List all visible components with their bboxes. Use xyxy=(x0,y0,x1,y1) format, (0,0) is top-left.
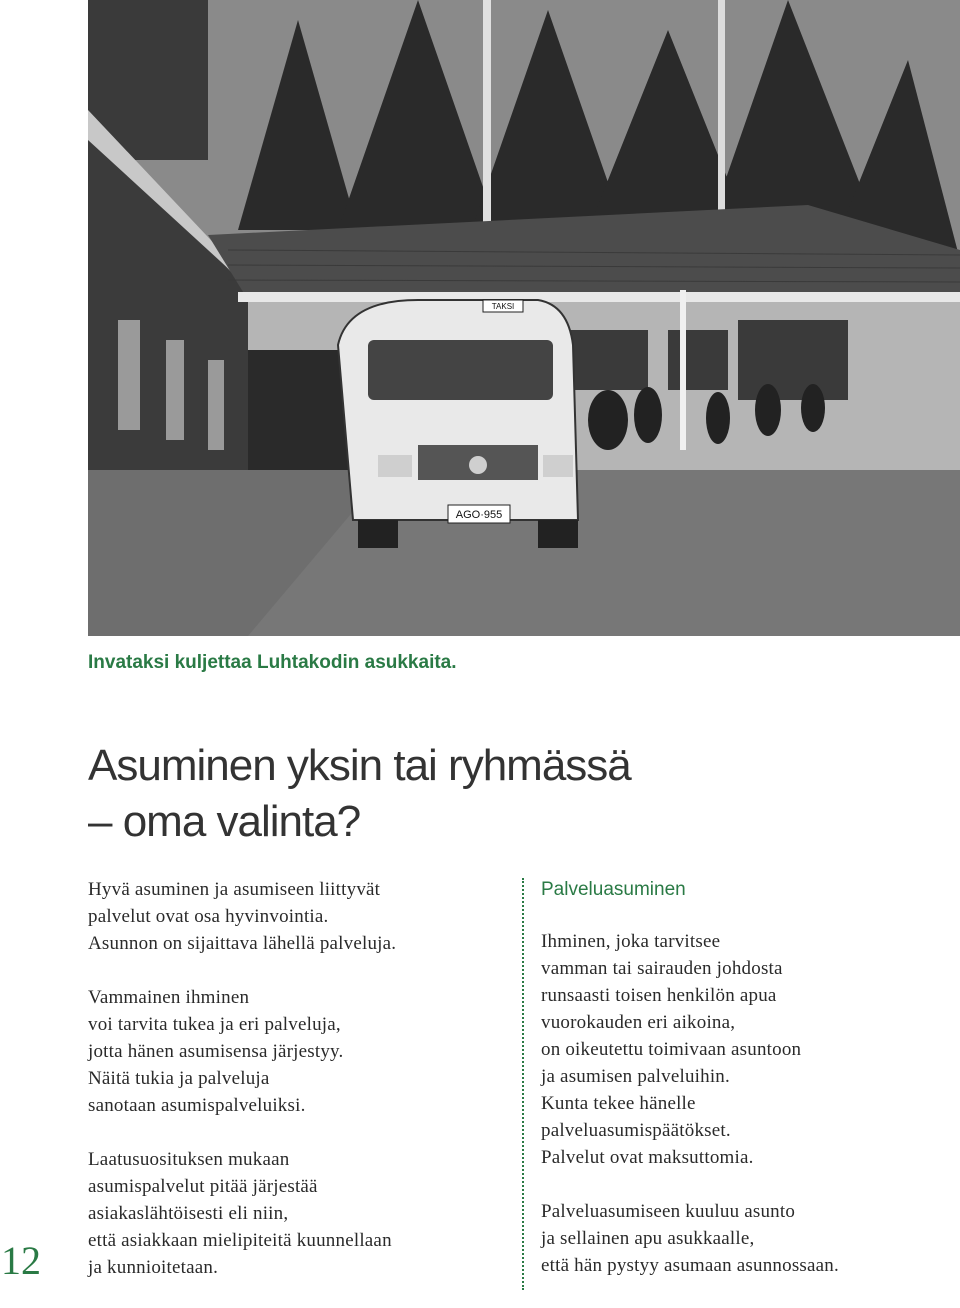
van xyxy=(338,300,578,548)
page-title-line: Asuminen yksin tai ryhmässä xyxy=(88,741,631,790)
text-line: Laatusuosituksen mukaan xyxy=(88,1149,290,1170)
left-column xyxy=(88,876,508,1308)
text-line: ja sellainen apu asukkaalle, xyxy=(541,1228,755,1249)
text-line: jotta hänen asumisensa järjestyy. xyxy=(88,1041,344,1062)
text-line: Ihminen, joka tarvitsee xyxy=(541,931,721,952)
text-line: Palveluasumiseen kuuluu asunto xyxy=(541,1201,796,1222)
text-line: Näitä tukia ja palveluja xyxy=(88,1068,270,1089)
text-line: että asiakkaan mielipiteitä kuunnellaan xyxy=(88,1230,392,1251)
page-title xyxy=(88,738,631,850)
text-line: Asunnon on sijaittava lähellä palveluja. xyxy=(88,933,397,954)
page-title-line: – oma valinta? xyxy=(88,797,361,846)
text-line: Kunta tekee hänelle xyxy=(541,1093,696,1114)
section-heading: Palveluasuminen xyxy=(541,879,686,900)
text-line: Palvelut ovat maksuttomia. xyxy=(541,1147,754,1168)
text-line: ja asumisen palveluihin. xyxy=(541,1066,730,1087)
photo-illustration xyxy=(88,0,960,636)
text-line: vuorokauden eri aikoina, xyxy=(541,1012,736,1033)
text-line: että hän pystyy asumaan asunnossaan. xyxy=(541,1255,839,1276)
text-line: asiakaslähtöisesti eli niin, xyxy=(88,1203,289,1224)
paragraph xyxy=(88,876,508,957)
text-line: on oikeutettu toimivaan asuntoon xyxy=(541,1039,802,1060)
taxi-photo xyxy=(88,0,960,636)
page-number: 12 xyxy=(1,1238,41,1283)
paragraph xyxy=(541,1198,960,1279)
text-line: Vammainen ihminen xyxy=(88,987,250,1008)
text-line: palvelut ovat osa hyvinvointia. xyxy=(88,906,329,927)
text-line: sanotaan asumispalveluiksi. xyxy=(88,1095,306,1116)
text-line: voi tarvita tukea ja eri palveluja, xyxy=(88,1014,341,1035)
text-line: runsaasti toisen henkilön apua xyxy=(541,985,777,1006)
right-column xyxy=(541,876,960,1306)
text-line: vamman tai sairauden johdosta xyxy=(541,958,783,979)
license-plate: AGO·955 xyxy=(455,509,503,521)
paragraph xyxy=(88,984,508,1119)
paragraph xyxy=(88,1146,508,1281)
column-divider xyxy=(522,878,524,1290)
photo-caption: Invataksi kuljettaa Luhtakodin asukkaita. xyxy=(88,652,457,673)
paragraph xyxy=(541,928,960,1171)
text-line: Hyvä asuminen ja asumiseen liittyvät xyxy=(88,879,381,900)
text-line: palveluasumispäätökset. xyxy=(541,1120,731,1141)
text-line: ja kunnioitetaan. xyxy=(88,1257,219,1278)
text-line: asumispalvelut pitää järjestää xyxy=(88,1176,318,1197)
taxi-sign: TAKSI xyxy=(491,302,515,311)
